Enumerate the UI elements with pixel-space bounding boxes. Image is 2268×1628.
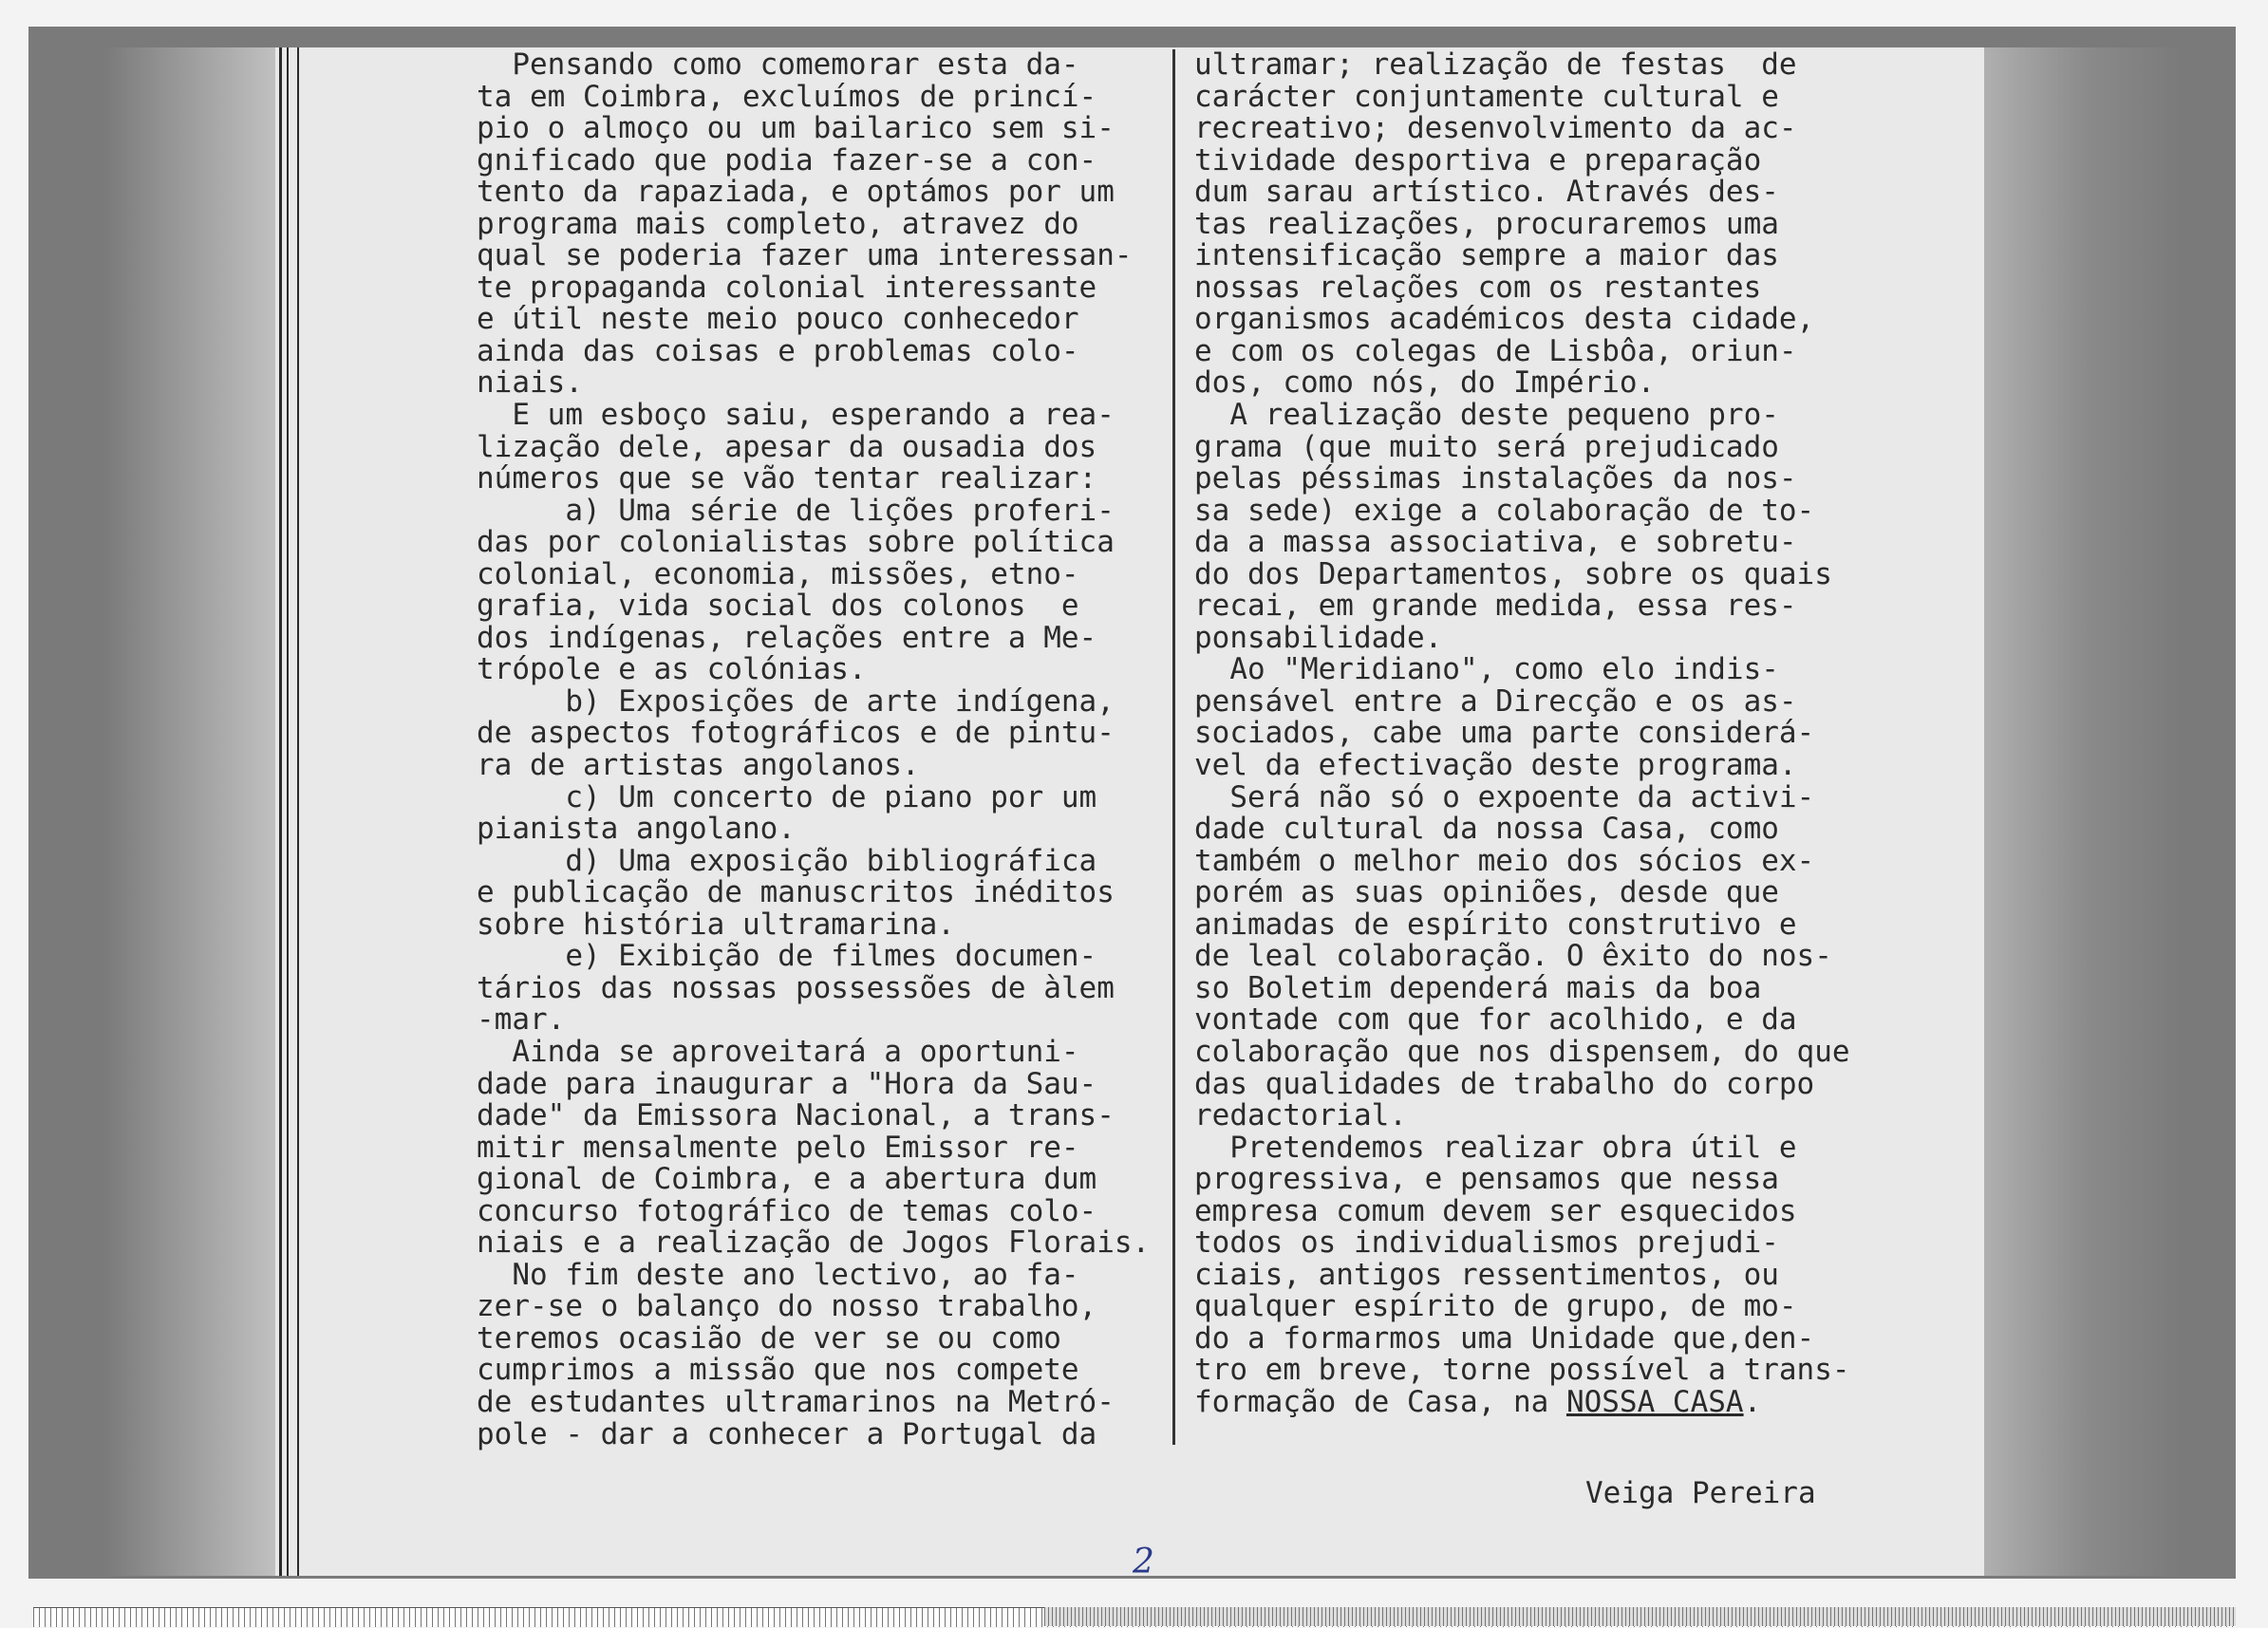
text-line: grafia, vida social dos colonos e <box>477 589 1079 624</box>
text-line: progressiva, e pensamos que nessa <box>1194 1162 1779 1197</box>
text-line: lização dele, apesar da ousadia dos <box>477 429 1097 464</box>
text-line: empresa comum devem ser esquecidos <box>1194 1193 1797 1228</box>
text-line: organismos académicos desta cidade, <box>1194 302 1815 337</box>
text-line: porém as suas opiniões, desde que <box>1194 875 1779 910</box>
text-line: redactorial. <box>1194 1098 1407 1133</box>
text-line: gnificado que podia fazer-se a con- <box>477 142 1097 178</box>
text-line: Pensando como comemorar esta da- <box>477 47 1079 82</box>
text-line: Pretendemos realizar obra útil e <box>1194 1130 1797 1165</box>
final-line-prefix: formação de Casa, na <box>1194 1384 1566 1419</box>
text-line: teremos ocasião de ver se ou como <box>477 1320 1061 1356</box>
text-line: ponsabilidade. <box>1194 620 1443 655</box>
text-line: dos indígenas, relações entre a Me- <box>477 620 1097 655</box>
text-line: ra de artistas angolanos. <box>477 748 920 783</box>
text-line: c) Um concerto de piano por um <box>477 779 1097 814</box>
text-line: recai, em grande medida, essa res- <box>1194 589 1797 624</box>
text-line: e publicação de manuscritos inéditos <box>477 875 1115 910</box>
text-line: carácter conjuntamente cultural e <box>1194 79 1779 114</box>
text-line: ciais, antigos ressentimentos, ou <box>1194 1257 1779 1292</box>
text-line: tas realizações, procuraremos uma <box>1194 206 1779 241</box>
text-line: tários das nossas possessões de àlem <box>477 970 1115 1005</box>
text-line: sociados, cabe uma parte considerá- <box>1194 716 1815 751</box>
text-line: pio o almoço ou um bailarico sem si- <box>477 111 1115 146</box>
text-line: Será não só o expoente da activi- <box>1194 779 1815 814</box>
text-line: Ao "Meridiano", como elo indis- <box>1194 652 1779 687</box>
text-line: b) Exposições de arte indígena, <box>477 683 1115 719</box>
text-line: do a formarmos uma Unidade que,den- <box>1194 1320 1815 1356</box>
text-line: dade cultural da nossa Casa, como <box>1194 812 1779 847</box>
text-line: vel da efectivação deste programa. <box>1194 748 1797 783</box>
text-line: da a massa associativa, e sobretu- <box>1194 525 1797 560</box>
text-line: também o melhor meio dos sócios ex- <box>1194 843 1815 878</box>
text-line: Ainda se aproveitará a oportuni- <box>477 1034 1079 1069</box>
text-line: pensável entre a Direcção e os as- <box>1194 683 1797 719</box>
binding-rule <box>287 47 289 1576</box>
text-line: E um esboço saiu, esperando a rea- <box>477 398 1115 433</box>
text-line: animadas de espírito construtivo e <box>1194 907 1797 942</box>
text-line: -mar. <box>477 1002 566 1038</box>
text-line: dum sarau artístico. Através des- <box>1194 175 1779 210</box>
text-line: vontade com que for acolhido, e da <box>1194 1002 1797 1038</box>
text-line: grama (que muito será prejudicado <box>1194 429 1779 464</box>
binding-rule <box>297 47 299 1576</box>
text-line: a) Uma série de lições proferi- <box>477 493 1115 528</box>
text-line: ainda das coisas e problemas colo- <box>477 333 1079 368</box>
text-line: concurso fotográfico de temas colo- <box>477 1193 1097 1228</box>
text-line: do dos Departamentos, sobre os quais <box>1194 556 1832 591</box>
text-line: dade para inaugurar a "Hora da Sau- <box>477 1066 1097 1101</box>
binding-rule <box>279 47 282 1576</box>
right-text-column <box>1194 49 1850 1419</box>
text-line: colaboração que nos dispensem, do que <box>1194 1034 1850 1069</box>
text-line: de leal colaboração. O êxito do nos- <box>1194 939 1832 974</box>
text-line: sobre história ultramarina. <box>477 907 955 942</box>
text-line: so Boletim dependerá mais da boa <box>1194 970 1762 1005</box>
text-line: tento da rapaziada, e optámos por um <box>477 175 1115 210</box>
text-line: mitir mensalmente pelo Emissor re- <box>477 1130 1079 1165</box>
text-line: das qualidades de trabalho do corpo <box>1194 1066 1815 1101</box>
text-line: programa mais completo, atravez do <box>477 206 1079 241</box>
text-line: tro em breve, torne possível a trans- <box>1194 1353 1850 1388</box>
text-line: zer-se o balanço do nosso trabalho, <box>477 1289 1097 1324</box>
text-line: A realização deste pequeno pro- <box>1194 398 1779 433</box>
scan-shadow-left <box>104 47 294 1576</box>
left-text-column <box>477 49 1150 1450</box>
nossa-casa-underlined: NOSSA CASA <box>1565 1384 1744 1419</box>
text-line: qual se poderia fazer uma interessan- <box>477 238 1133 273</box>
final-line-suffix: . <box>1743 1384 1762 1419</box>
scan-scale-bar-shade <box>1044 1607 2236 1626</box>
text-line: números que se vão tentar realizar: <box>477 461 1097 496</box>
signature: Veiga Pereira <box>1585 1476 1816 1510</box>
text-line-final <box>1194 1384 1850 1419</box>
text-line: pelas péssimas instalações da nos- <box>1194 461 1797 496</box>
text-line: das por colonialistas sobre política <box>477 525 1115 560</box>
text-line: gional de Coimbra, e a abertura dum <box>477 1162 1097 1197</box>
text-line: nossas relações com os restantes <box>1194 270 1762 305</box>
text-line: de aspectos fotográficos e de pintu- <box>477 716 1115 751</box>
text-line: d) Uma exposição bibliográfica <box>477 843 1097 878</box>
text-line: pole - dar a conhecer a Portugal da <box>477 1416 1097 1451</box>
text-line: te propaganda colonial interessante <box>477 270 1097 305</box>
text-line: colonial, economia, missões, etno- <box>477 556 1079 591</box>
text-line: dade" da Emissora Nacional, a trans- <box>477 1098 1115 1133</box>
text-line: todos os individualismos prejudi- <box>1194 1226 1779 1261</box>
text-line: e) Exibição de filmes documen- <box>477 939 1097 974</box>
page-number: 2 <box>1133 1543 1154 1581</box>
text-line: ultramar; realização de festas de <box>1194 47 1797 82</box>
text-line: niais e a realização de Jogos Florais. <box>477 1226 1151 1261</box>
text-line: e útil neste meio pouco conhecedor <box>477 302 1079 337</box>
column-divider <box>1172 49 1175 1445</box>
text-line: intensificação sempre a maior das <box>1194 238 1779 273</box>
text-line: sa sede) exige a colaboração de to- <box>1194 493 1815 528</box>
text-line: qualquer espírito de grupo, de mo- <box>1194 1289 1797 1324</box>
text-line: trópole e as colónias. <box>477 652 867 687</box>
text-line: dos, como nós, do Império. <box>1194 365 1656 401</box>
text-line: tividade desportiva e preparação <box>1194 142 1762 178</box>
text-line: ta em Coimbra, excluímos de princí- <box>477 79 1097 114</box>
text-line: recreativo; desenvolvimento da ac- <box>1194 111 1797 146</box>
text-line: de estudantes ultramarinos na Metró- <box>477 1384 1115 1419</box>
text-line: pianista angolano. <box>477 812 796 847</box>
text-line: e com os colegas de Lisbôa, oriun- <box>1194 333 1797 368</box>
text-line: niais. <box>477 365 583 401</box>
text-line: No fim deste ano lectivo, ao fa- <box>477 1257 1079 1292</box>
text-line: cumprimos a missão que nos compete <box>477 1353 1079 1388</box>
